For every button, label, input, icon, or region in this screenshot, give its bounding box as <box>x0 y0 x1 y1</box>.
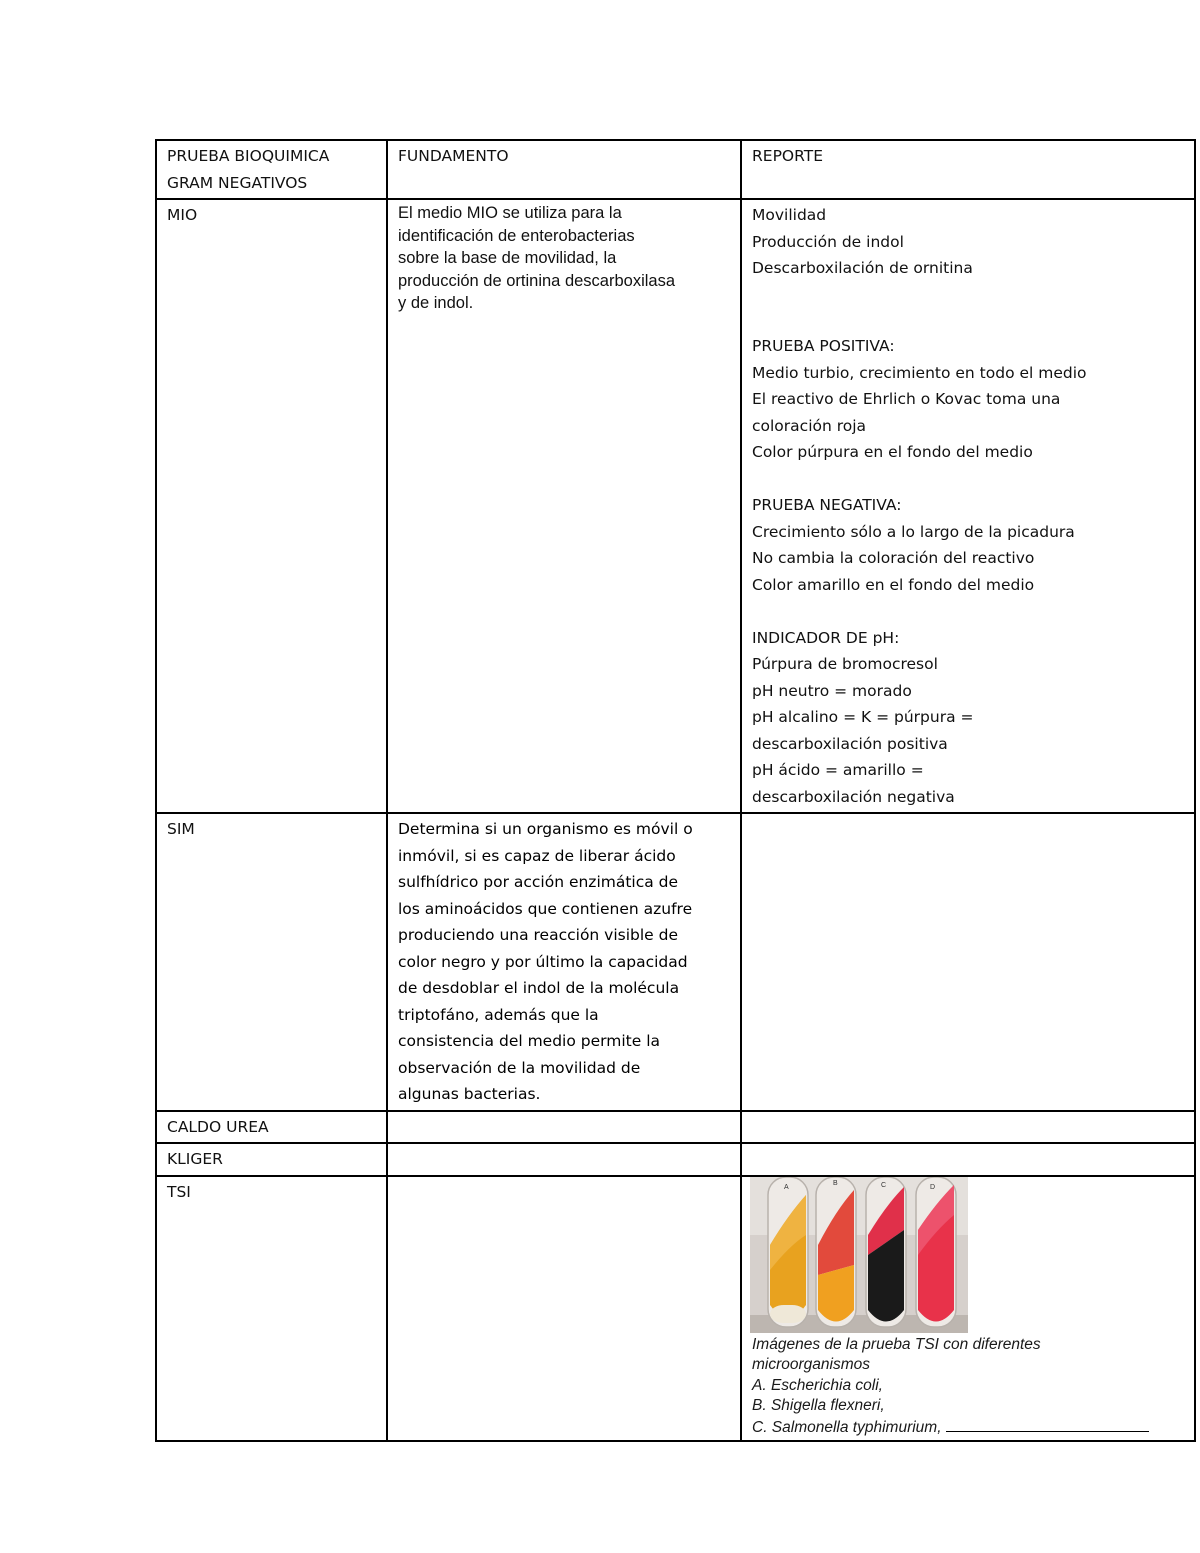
sim-fundamento-line: inmóvil, si es capaz de liberar ácido <box>398 846 676 865</box>
sim-fundamento-line: triptofáno, además que la <box>398 1005 599 1024</box>
mio-fundamento-line: El medio MIO se utiliza para la <box>398 204 622 222</box>
caption-line: Imágenes de la prueba TSI con diferentes <box>752 1335 1041 1353</box>
tsi-image-caption <box>752 1335 1184 1439</box>
header-fundamento: FUNDAMENTO <box>398 147 509 165</box>
tube-label-a: A <box>784 1183 789 1191</box>
header-reporte: REPORTE <box>752 147 824 165</box>
biochemical-tests-table <box>155 139 1196 1442</box>
header-cell-reporte <box>741 140 1195 199</box>
mio-fundamento-line: y de indol. <box>398 294 474 312</box>
mio-negativa-line: Crecimiento sólo a lo largo de la picadura <box>752 522 1075 541</box>
mio-fundamento-line: producción de ortinina descarboxilasa <box>398 271 676 290</box>
caption-line-last <box>752 1417 1184 1439</box>
tube-label-d: D <box>930 1183 936 1191</box>
header-cell-prueba <box>156 140 387 199</box>
sim-fundamento-line: sulfhídrico por acción enzimática de <box>398 873 679 891</box>
row-name-sim: SIM <box>167 820 195 838</box>
sim-fundamento-line: color negro y por último la capacidad <box>398 952 688 971</box>
row-name-cell <box>156 199 387 813</box>
row-name-cell <box>156 1143 387 1176</box>
row-name-caldo-urea: CALDO UREA <box>167 1117 269 1136</box>
row-name-cell <box>156 1111 387 1144</box>
caption-line: A. Escherichia coli, <box>752 1376 883 1394</box>
mio-positiva-line: El reactivo de Ehrlich o Kovac toma una <box>752 390 1061 408</box>
fundamento-cell-tsi <box>387 1176 741 1442</box>
mio-indicador-line: Púrpura de bromocresol <box>752 655 938 673</box>
row-name-kliger: KLIGER <box>167 1150 223 1168</box>
reporte-cell-tsi <box>741 1176 1195 1442</box>
table-row-kliger <box>156 1143 1195 1176</box>
tube-b <box>816 1177 856 1327</box>
mio-indicador-line: descarboxilación positiva <box>752 734 948 753</box>
mio-negativa-line: No cambia la coloración del reactivo <box>752 549 1035 567</box>
table-row-mio <box>156 199 1195 813</box>
fundamento-cell-mio <box>387 199 741 813</box>
tube-label-b: B <box>833 1179 838 1187</box>
mio-negativa-title: PRUEBA NEGATIVA: <box>752 496 902 514</box>
sim-fundamento-line: Determina si un organismo es móvil o <box>398 820 693 838</box>
fundamento-cell-urea <box>387 1111 741 1144</box>
mio-indicador-line: descarboxilación negativa <box>752 787 955 806</box>
mio-indicador-line: pH ácido = amarillo = <box>752 761 924 779</box>
reporte-cell-sim <box>741 813 1195 1111</box>
sim-fundamento-line: los aminoácidos que contienen azufre <box>398 899 693 918</box>
tube-d <box>916 1177 956 1327</box>
reporte-cell-kliger <box>741 1143 1195 1176</box>
tsi-test-tubes-photo <box>750 1176 968 1333</box>
reporte-cell-urea <box>741 1111 1195 1144</box>
fundamento-cell-kliger <box>387 1143 741 1176</box>
sim-fundamento-line: observación de la movilidad de <box>398 1058 641 1077</box>
sim-fundamento-line: consistencia del medio permite la <box>398 1032 661 1050</box>
table-row-sim <box>156 813 1195 1111</box>
mio-positiva-title: PRUEBA POSITIVA: <box>752 337 895 355</box>
mio-negativa-line: Color amarillo en el fondo del medio <box>752 575 1035 594</box>
header-prueba-line-2: GRAM NEGATIVOS <box>167 173 308 192</box>
mio-positiva-line: Color púrpura en el fondo del medio <box>752 443 1033 461</box>
mio-reporte-line: Producción de indol <box>752 232 904 251</box>
table-header-row <box>156 140 1195 199</box>
mio-fundamento-line: sobre la base de movilidad, la <box>398 249 617 267</box>
caption-line: microorganismos <box>752 1356 871 1373</box>
caption-underline <box>946 1417 1149 1432</box>
mio-positiva-line: coloración roja <box>752 416 867 435</box>
header-prueba-line-1: PRUEBA BIOQUIMICA <box>167 147 330 165</box>
mio-reporte-line: Descarboxilación de ornitina <box>752 259 973 277</box>
row-name-mio: MIO <box>167 206 198 224</box>
header-cell-fundamento <box>387 140 741 199</box>
sim-fundamento-line: de desdoblar el indol de la molécula <box>398 979 680 997</box>
caption-line: C. Salmonella typhimurium, <box>752 1418 942 1436</box>
row-name-cell <box>156 813 387 1111</box>
tube-a <box>768 1177 808 1327</box>
sim-fundamento-line: algunas bacterias. <box>398 1085 541 1103</box>
mio-reporte-line: Movilidad <box>752 206 827 224</box>
table-row-tsi <box>156 1176 1195 1442</box>
mio-fundamento-line: identificación de enterobacterias <box>398 226 635 245</box>
mio-indicador-line: pH neutro = morado <box>752 681 912 700</box>
caption-line: B. Shigella flexneri, <box>752 1397 885 1414</box>
tube-c <box>866 1177 906 1327</box>
row-name-cell <box>156 1176 387 1442</box>
sim-fundamento-line: produciendo una reacción visible de <box>398 926 679 944</box>
mio-indicador-line: pH alcalino = K = púrpura = <box>752 708 974 726</box>
mio-positiva-line: Medio turbio, crecimiento en todo el medio <box>752 363 1087 382</box>
mio-indicador-title: INDICADOR DE pH: <box>752 628 900 647</box>
row-name-tsi: TSI <box>167 1182 191 1201</box>
reporte-cell-mio <box>741 199 1195 813</box>
fundamento-cell-sim <box>387 813 741 1111</box>
tube-label-c: C <box>881 1181 887 1189</box>
table-row-caldo-urea <box>156 1111 1195 1144</box>
